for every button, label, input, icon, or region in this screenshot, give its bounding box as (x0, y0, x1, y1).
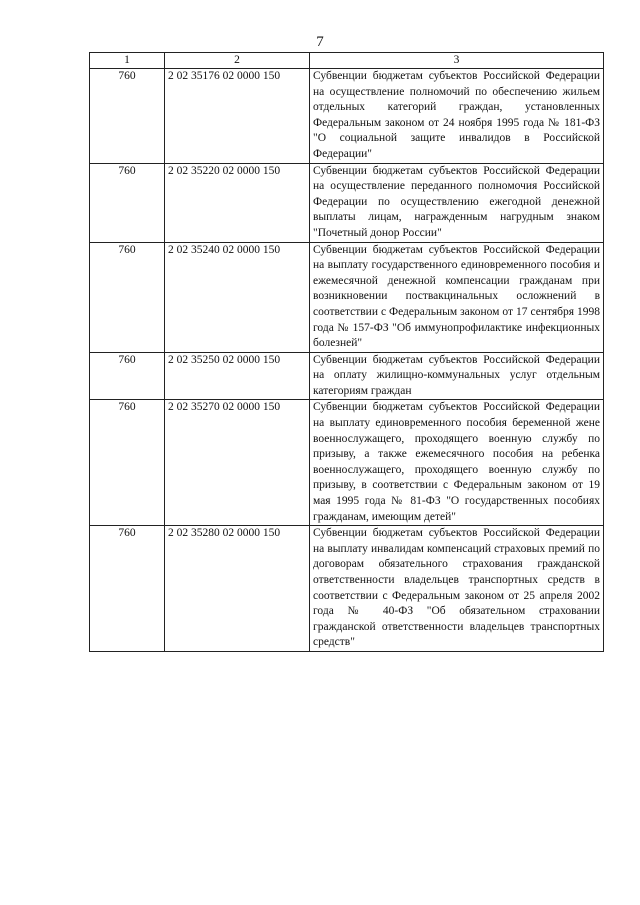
budget-revenue-table (89, 52, 604, 652)
admin-code-cell: 760 (90, 69, 165, 164)
table-row (90, 352, 604, 400)
admin-code-cell: 760 (90, 352, 165, 400)
budget-code-cell: 2 02 35270 02 0000 150 (165, 400, 310, 526)
description-cell: Субвенции бюджетам субъектов Российской Федерации на выплату единовременного пособия беременной жене военнослужащего, проходящего военную службу по призыву, а также ежемесячного пособия на ребенка военнослужащего, проходящего военную службу по призыву, в соответствии с Федеральным законом от 19 мая 1995 года № 81-ФЗ "О государственных пособиях гражданам, имеющим детей" (310, 400, 604, 526)
description-cell: Субвенции бюджетам субъектов Российской Федерации на осуществление переданного полномочия Российской Федерации по осуществлению ежегодной денежной выплаты лицам, награжденным нагрудным знаком "Почетный донор России" (310, 163, 604, 242)
table-row (90, 526, 604, 652)
budget-code-cell: 2 02 35280 02 0000 150 (165, 526, 310, 652)
page-number: 7 (316, 34, 324, 50)
column-header-2: 2 (165, 53, 310, 69)
table-row (90, 69, 604, 164)
admin-code-cell: 760 (90, 163, 165, 242)
budget-code-cell: 2 02 35220 02 0000 150 (165, 163, 310, 242)
table-row (90, 242, 604, 352)
table-row (90, 400, 604, 526)
table-header-row (90, 53, 604, 69)
table-row (90, 163, 604, 242)
description-cell: Субвенции бюджетам субъектов Российской Федерации на осуществление полномочий по обеспечению жильем отдельных категорий граждан, установленных Федеральным законом от 24 ноября 1995 года № 181-ФЗ "О социальной защите инвалидов в Российской Федерации" (310, 69, 604, 164)
admin-code-cell: 760 (90, 526, 165, 652)
description-cell: Субвенции бюджетам субъектов Российской Федерации на выплату государственного единовременного пособия и ежемесячной денежной компенсации гражданам при возникновении поствакцинальных осложнений в соответствии с Федеральным законом от 17 сентября 1998 года № 157-ФЗ "Об иммунопрофилактике инфекционных болезней" (310, 242, 604, 352)
description-cell: Субвенции бюджетам субъектов Российской Федерации на оплату жилищно-коммунальных услуг отдельным категориям граждан (310, 352, 604, 400)
budget-code-cell: 2 02 35176 02 0000 150 (165, 69, 310, 164)
budget-code-cell: 2 02 35250 02 0000 150 (165, 352, 310, 400)
column-header-3: 3 (310, 53, 604, 69)
admin-code-cell: 760 (90, 242, 165, 352)
description-cell: Субвенции бюджетам субъектов Российской Федерации на выплату инвалидам компенсаций страховых премий по договорам обязательного страхования гражданской ответственности владельцев транспортных средств в соответствии с Федеральным законом от 25 апреля 2002 года № 40-ФЗ "Об обязательном страховании гражданской ответственности владельцев транспортных средств" (310, 526, 604, 652)
column-header-1: 1 (90, 53, 165, 69)
admin-code-cell: 760 (90, 400, 165, 526)
budget-code-cell: 2 02 35240 02 0000 150 (165, 242, 310, 352)
